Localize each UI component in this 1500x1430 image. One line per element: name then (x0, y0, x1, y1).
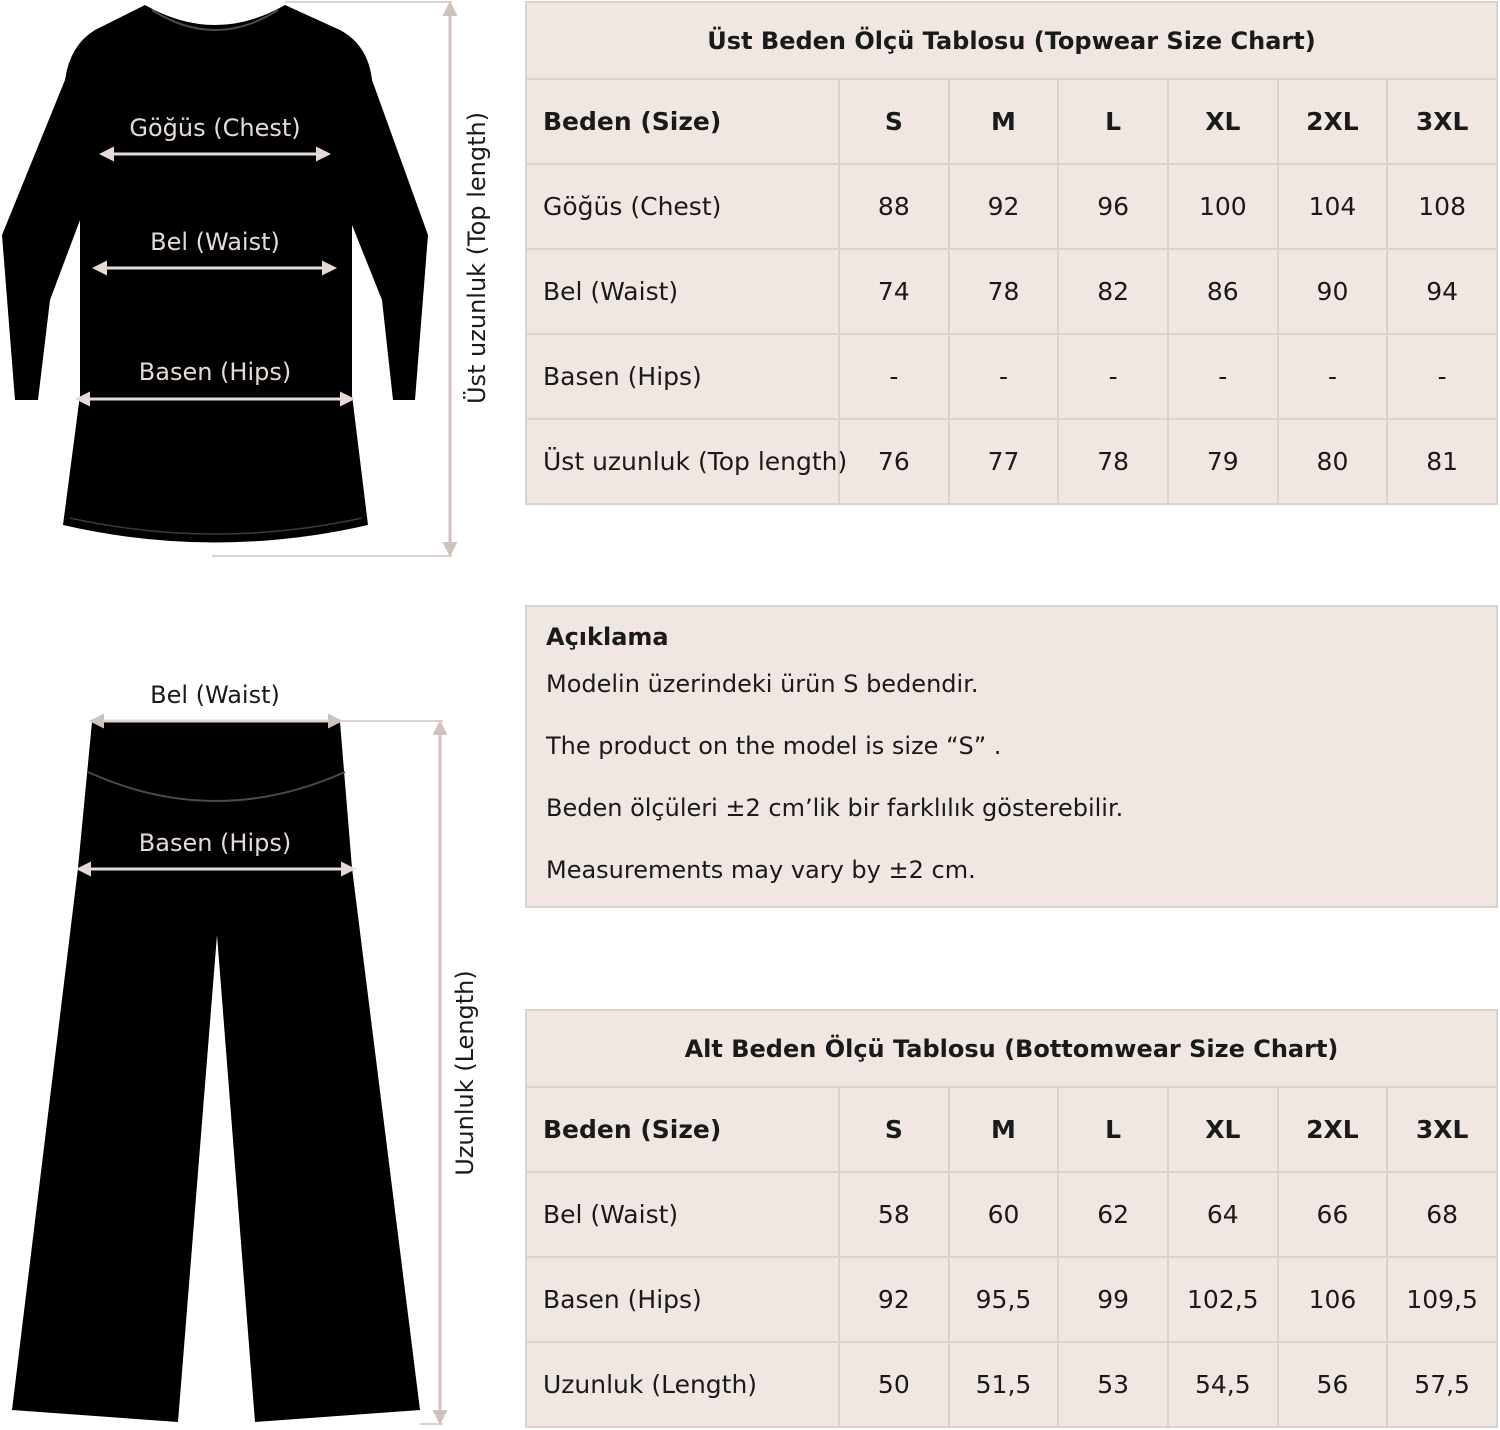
table-cell: 62 (1058, 1172, 1168, 1257)
header-cell: M (949, 1087, 1059, 1172)
table-cell: 78 (949, 249, 1059, 334)
table-cell: 92 (949, 164, 1059, 249)
topwear-size-table (525, 1, 1498, 505)
table-cell: 76 (839, 419, 949, 504)
header-cell: S (839, 1087, 949, 1172)
explanation-line: Beden ölçüleri ±2 cm’lik bir farklılık gösterebilir. (546, 794, 1124, 822)
table-row (526, 419, 1497, 504)
table-cell: 102,5 (1168, 1257, 1278, 1342)
table-cell: 90 (1278, 249, 1388, 334)
row-label: Uzunluk (Length) (526, 1342, 839, 1427)
table-row (526, 1172, 1497, 1257)
table-row (526, 334, 1497, 419)
header-cell: XL (1168, 79, 1278, 164)
table-cell: - (949, 334, 1059, 419)
table-cell: 56 (1278, 1342, 1388, 1427)
hips-label: Basen (Hips) (138, 358, 292, 386)
explanation-box (525, 605, 1498, 908)
table-cell: 96 (1058, 164, 1168, 249)
row-label: Üst uzunluk (Top length) (526, 419, 839, 504)
table-cell: 53 (1058, 1342, 1168, 1427)
table-cell: 57,5 (1387, 1342, 1497, 1427)
waist-label: Bel (Waist) (150, 228, 280, 256)
table-cell: 64 (1168, 1172, 1278, 1257)
table-cell: 108 (1387, 164, 1497, 249)
table-header-row (526, 79, 1497, 164)
header-cell: L (1058, 1087, 1168, 1172)
table-cell: 74 (839, 249, 949, 334)
explanation-line: Measurements may vary by ±2 cm. (546, 856, 976, 884)
header-cell: Beden (Size) (526, 1087, 839, 1172)
table-cell: 92 (839, 1257, 949, 1342)
table-cell: 86 (1168, 249, 1278, 334)
table-row (526, 1257, 1497, 1342)
header-cell: Beden (Size) (526, 79, 839, 164)
table-cell: - (1387, 334, 1497, 419)
table-cell: 109,5 (1387, 1257, 1497, 1342)
table-cell: 82 (1058, 249, 1168, 334)
table-cell: 51,5 (949, 1342, 1059, 1427)
table-cell: 54,5 (1168, 1342, 1278, 1427)
table-cell: 50 (839, 1342, 949, 1427)
explanation-title: Açıklama (546, 623, 669, 651)
header-cell: 3XL (1387, 1087, 1497, 1172)
row-label: Basen (Hips) (526, 334, 839, 419)
tunic-shape (2, 5, 428, 543)
table-cell: 58 (839, 1172, 949, 1257)
chest-label: Göğüs (Chest) (129, 114, 301, 142)
bottom-garment-illustration (12, 681, 479, 1424)
header-cell: XL (1168, 1087, 1278, 1172)
trousers-shape (12, 722, 420, 1422)
row-label: Basen (Hips) (526, 1257, 839, 1342)
table-cell: 106 (1278, 1257, 1388, 1342)
header-cell: 2XL (1278, 1087, 1388, 1172)
row-label: Göğüs (Chest) (526, 164, 839, 249)
top-length-label: Üst uzunluk (Top length) (463, 111, 491, 405)
table-cell: - (839, 334, 949, 419)
table-cell: 77 (949, 419, 1059, 504)
table-cell: 66 (1278, 1172, 1388, 1257)
header-cell: L (1058, 79, 1168, 164)
header-cell: 3XL (1387, 79, 1497, 164)
explanation-line: Modelin üzerindeki ürün S bedendir. (546, 670, 979, 698)
table-row (526, 249, 1497, 334)
table-cell: 94 (1387, 249, 1497, 334)
table-cell: 80 (1278, 419, 1388, 504)
top-garment-illustration (2, 2, 491, 556)
row-label: Bel (Waist) (526, 249, 839, 334)
bottomwear-size-table (525, 1009, 1498, 1428)
table-cell: - (1058, 334, 1168, 419)
length-label: Uzunluk (Length) (451, 970, 479, 1176)
table-cell: 88 (839, 164, 949, 249)
table-cell: - (1278, 334, 1388, 419)
table-header-row (526, 1087, 1497, 1172)
table-cell: 99 (1058, 1257, 1168, 1342)
bottom-hips-label: Basen (Hips) (138, 829, 292, 857)
table-cell: 68 (1387, 1172, 1497, 1257)
header-cell: 2XL (1278, 79, 1388, 164)
garment-illustrations (0, 0, 520, 1430)
table-cell: 100 (1168, 164, 1278, 249)
bottomwear-table-title: Alt Beden Ölçü Tablosu (Bottomwear Size Chart) (526, 1010, 1497, 1087)
bottom-waist-label: Bel (Waist) (150, 681, 280, 709)
topwear-table-title: Üst Beden Ölçü Tablosu (Topwear Size Chart) (526, 2, 1497, 79)
table-cell: 95,5 (949, 1257, 1059, 1342)
table-cell: 78 (1058, 419, 1168, 504)
table-cell: - (1168, 334, 1278, 419)
explanation-line: The product on the model is size “S” . (546, 732, 1002, 760)
row-label: Bel (Waist) (526, 1172, 839, 1257)
header-cell: M (949, 79, 1059, 164)
table-row (526, 1342, 1497, 1427)
table-cell: 104 (1278, 164, 1388, 249)
header-cell: S (839, 79, 949, 164)
table-cell: 81 (1387, 419, 1497, 504)
table-row (526, 164, 1497, 249)
table-cell: 60 (949, 1172, 1059, 1257)
table-cell: 79 (1168, 419, 1278, 504)
